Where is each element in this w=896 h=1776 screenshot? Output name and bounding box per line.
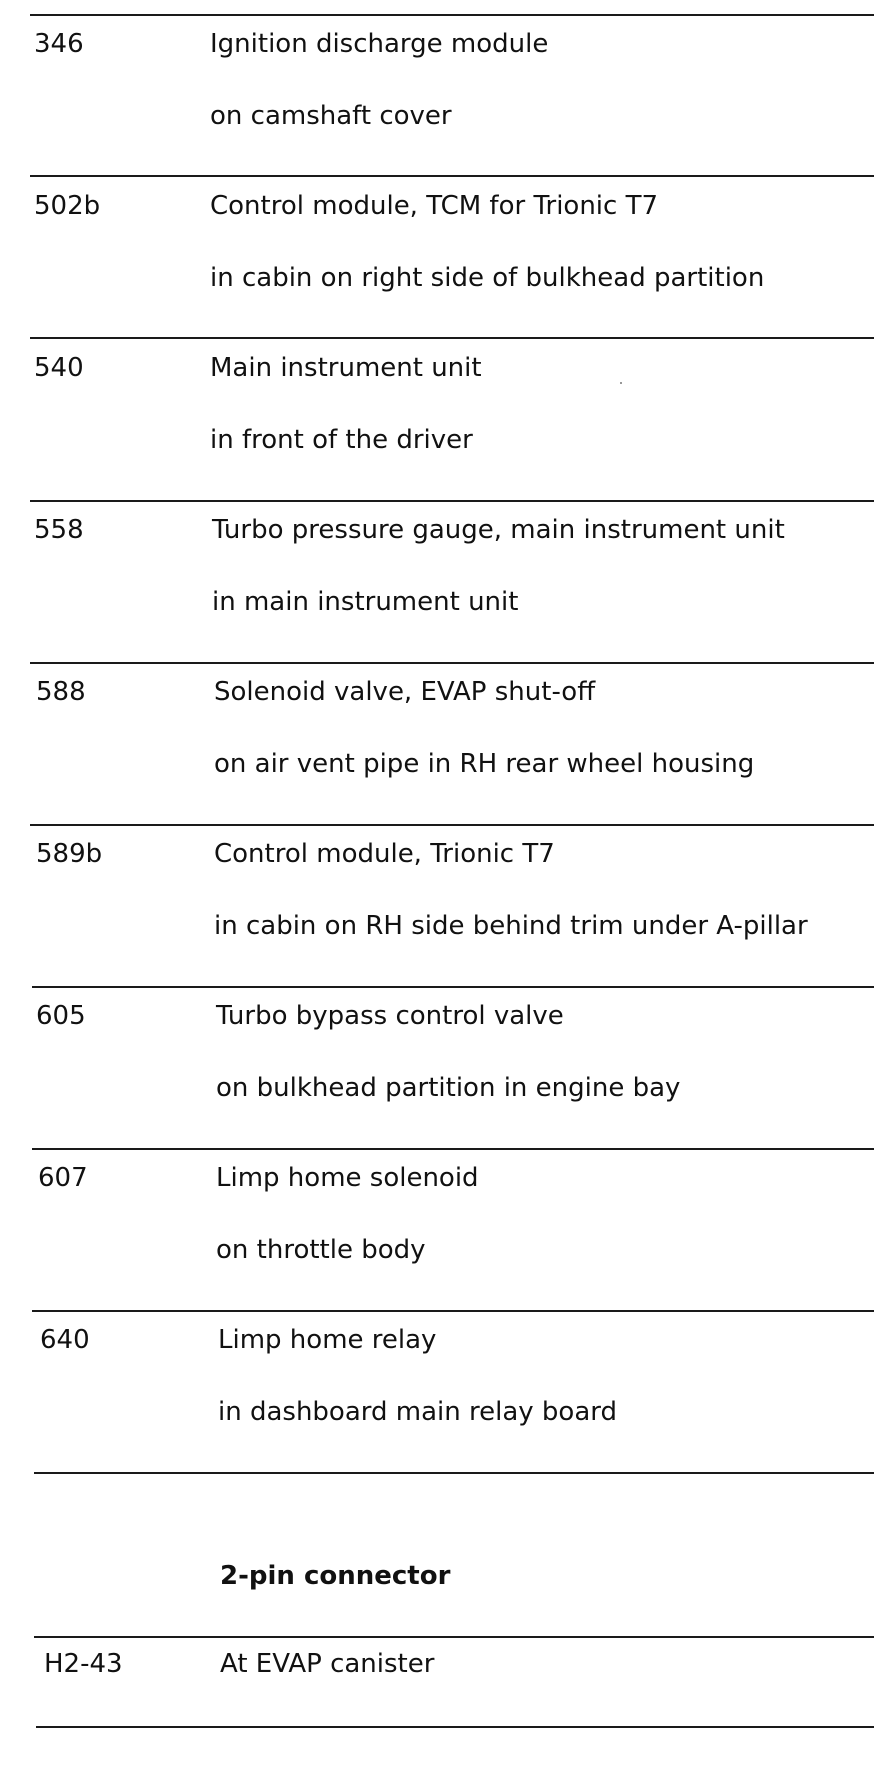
connector-code: H2-43 <box>44 1649 123 1679</box>
component-code: 605 <box>36 1001 86 1031</box>
section-heading: 2-pin connector <box>220 1561 451 1591</box>
component-name: Main instrument unit <box>210 353 482 383</box>
component-code: 502b <box>34 191 101 221</box>
component-name: Turbo pressure gauge, main instrument unit <box>212 515 785 545</box>
component-location: in dashboard main relay board <box>218 1397 618 1427</box>
table-rule <box>36 1726 874 1728</box>
table-rule <box>30 824 874 826</box>
component-location: in main instrument unit <box>212 587 519 617</box>
component-location: on bulkhead partition in engine bay <box>216 1073 681 1103</box>
component-code: 607 <box>38 1163 88 1193</box>
table-rule <box>30 662 874 664</box>
component-code: 588 <box>36 677 86 707</box>
component-location: in cabin on RH side behind trim under A-pillar <box>214 911 808 941</box>
connector-location: At EVAP canister <box>220 1649 435 1679</box>
component-name: Ignition discharge module <box>210 29 549 59</box>
component-location: on throttle body <box>216 1235 426 1265</box>
table-rule <box>30 337 874 339</box>
component-code: 558 <box>34 515 84 545</box>
table-rule <box>32 1310 874 1312</box>
component-location: in cabin on right side of bulkhead partition <box>210 263 765 293</box>
table-rule <box>30 14 874 16</box>
component-name: Control module, Trionic T7 <box>214 839 555 869</box>
component-name: Turbo bypass control valve <box>216 1001 564 1031</box>
table-rule <box>32 1148 874 1150</box>
scan-speck <box>620 382 622 384</box>
component-code: 540 <box>34 353 84 383</box>
component-location: in front of the driver <box>210 425 473 455</box>
component-name: Solenoid valve, EVAP shut-off <box>214 677 596 707</box>
component-location: on air vent pipe in RH rear wheel housing <box>214 749 755 779</box>
component-name: Limp home relay <box>218 1325 437 1355</box>
component-location: on camshaft cover <box>210 101 452 131</box>
table-rule <box>34 1636 874 1638</box>
component-name: Control module, TCM for Trionic T7 <box>210 191 659 221</box>
component-name: Limp home solenoid <box>216 1163 479 1193</box>
component-code: 640 <box>40 1325 90 1355</box>
table-rule <box>32 986 874 988</box>
table-rule <box>30 500 874 502</box>
table-rule <box>30 175 874 177</box>
table-rule <box>34 1472 874 1474</box>
component-code: 346 <box>34 29 84 59</box>
component-code: 589b <box>36 839 103 869</box>
